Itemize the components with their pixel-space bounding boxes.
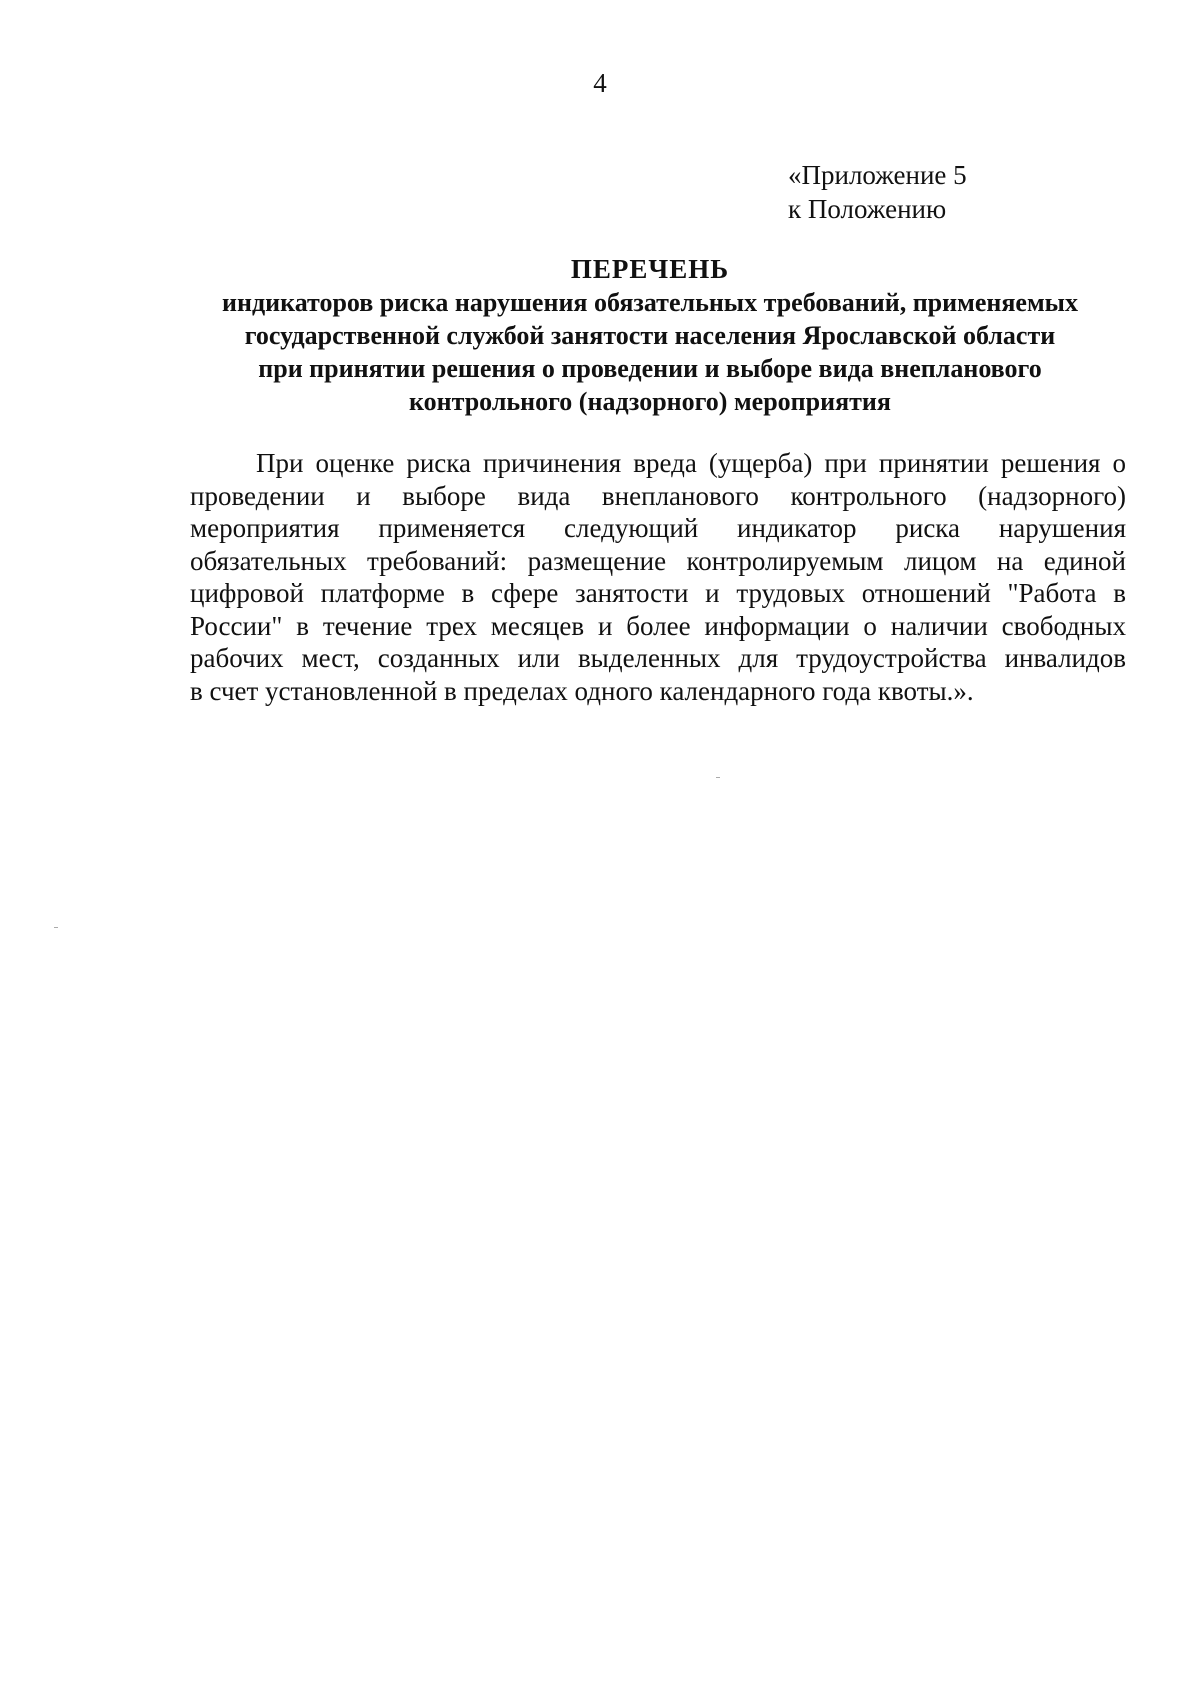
appendix-line-2: к Положению xyxy=(788,194,947,224)
body-line-6: России" в течение трех месяцев и более информации о наличии свободных xyxy=(190,610,1126,641)
heading-line-4: контрольного (надзорного) мероприятия xyxy=(409,387,891,416)
heading-line-1: индикаторов риска нарушения обязательных требований, применяемых xyxy=(222,288,1078,317)
scan-speck xyxy=(716,777,720,778)
body-line-1: При оценке риска причинения вреда (ущерба) при принятии решения о xyxy=(256,448,1126,478)
appendix-line-1: «Приложение 5 xyxy=(788,160,967,190)
body-paragraph xyxy=(190,447,1126,707)
scan-speck xyxy=(54,927,58,928)
body-line-7: рабочих мест, созданных или выделенных для трудоустройства инвалидов xyxy=(190,643,1126,673)
appendix-reference xyxy=(788,158,967,226)
body-line-2: проведении и выборе вида внепланового контрольного (надзорного) xyxy=(190,480,1126,511)
body-line-4: обязательных требований: размещение контролируемым лицом на единой xyxy=(190,545,1126,576)
page-number: 4 xyxy=(593,68,607,98)
heading-line-2: государственной службой занятости населения Ярославской области xyxy=(244,321,1056,350)
document-title: ПЕРЕЧЕНЬ xyxy=(570,254,730,284)
body-line-8: в счет установленной в пределах одного календарного года квоты.». xyxy=(190,675,974,706)
body-line-3: мероприятия применяется следующий индикатор риска нарушения xyxy=(190,513,1126,543)
document-heading xyxy=(160,253,1140,418)
body-line-5: цифровой платформе в сфере занятости и трудовых отношений "Работа в xyxy=(190,578,1126,608)
heading-line-3: при принятии решения о проведении и выборе вида внепланового xyxy=(258,354,1042,383)
